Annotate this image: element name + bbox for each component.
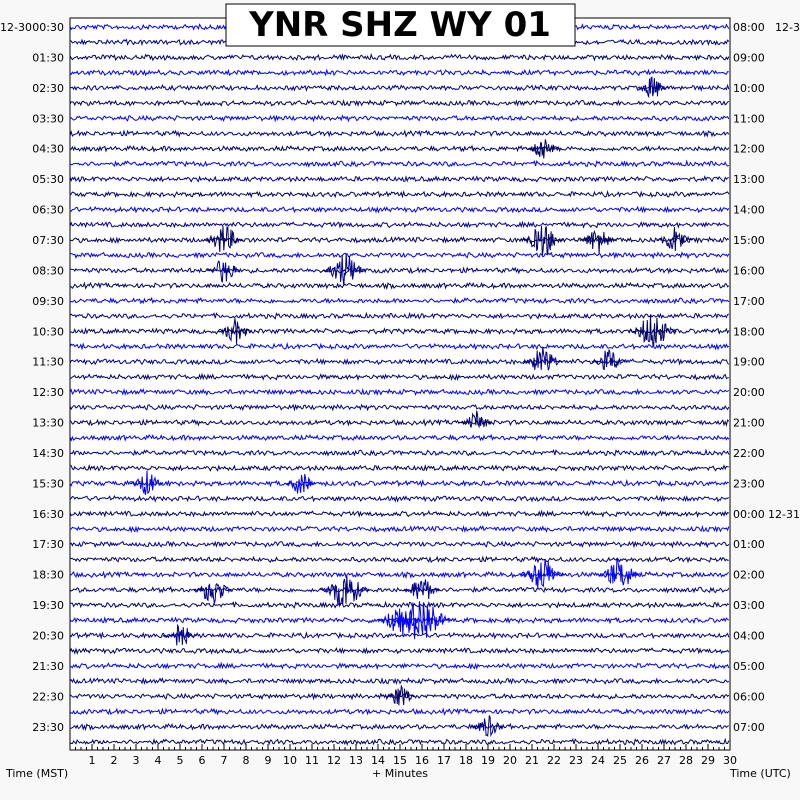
x-tick-label: 18 <box>459 754 473 767</box>
right-time-label: 16:00 <box>733 264 765 278</box>
left-time-label: 19:30 <box>32 599 64 613</box>
x-tick-label: 2 <box>110 754 118 767</box>
left-time-label: 04:30 <box>32 142 64 156</box>
x-tick-label: 26 <box>635 754 649 767</box>
x-tick-label: 8 <box>242 754 250 767</box>
x-tick-label: 23 <box>569 754 583 767</box>
left-time-label: 06:30 <box>32 203 64 217</box>
left-time-label: 08:30 <box>32 264 64 278</box>
left-time-label: 18:30 <box>32 568 64 582</box>
x-tick-label: 29 <box>701 754 715 767</box>
left-time-label: 21:30 <box>32 659 64 673</box>
x-tick-label: 12 <box>327 754 341 767</box>
x-tick-label: 13 <box>349 754 363 767</box>
left-time-label: 09:30 <box>32 294 64 308</box>
left-time-label: 17:30 <box>32 538 64 552</box>
right-time-label: 15:00 <box>733 234 765 247</box>
left-time-label: 11:30 <box>32 355 64 369</box>
left-time-label: 13:30 <box>32 416 64 430</box>
left-time-label: 03:30 <box>32 112 64 126</box>
x-tick-label: 11 <box>305 754 319 767</box>
x-tick-label: 19 <box>481 754 495 767</box>
plot-area <box>70 18 730 750</box>
right-time-label: 20:00 <box>733 386 765 400</box>
x-tick-label: 9 <box>264 754 272 767</box>
right-time-label: 00:00 <box>733 507 765 521</box>
x-tick-label: 1 <box>88 754 96 767</box>
x-tick-label: 10 <box>283 754 297 767</box>
right-date-label: 12-3 <box>775 21 800 34</box>
right-time-label: 14:00 <box>733 203 765 217</box>
right-time-label: 06:00 <box>733 690 765 704</box>
x-tick-label: 20 <box>503 754 517 767</box>
x-tick-label: 17 <box>437 754 451 767</box>
chart-title: YNR SHZ WY 01 <box>249 5 551 45</box>
x-tick-label: 3 <box>132 754 140 767</box>
right-time-label: 18:00 <box>733 325 765 339</box>
left-time-label: 10:30 <box>32 325 64 339</box>
x-axis-label: + Minutes <box>371 767 429 780</box>
x-tick-label: 21 <box>525 754 539 767</box>
x-tick-label: 22 <box>547 754 561 767</box>
right-time-label: 10:00 <box>733 81 765 95</box>
left-time-label: 02:30 <box>32 81 64 95</box>
right-time-label: 19:00 <box>733 355 765 369</box>
right-time-label: 12:00 <box>733 142 765 156</box>
right-time-label: 09:00 <box>733 51 765 65</box>
right-time-label: 13:00 <box>733 173 765 187</box>
x-tick-label: 15 <box>393 754 407 767</box>
right-time-label: 17:00 <box>733 294 765 308</box>
x-tick-label: 27 <box>657 754 671 767</box>
left-axis-label: Time (MST) <box>6 767 69 780</box>
right-axis-label: Time (UTC) <box>730 767 791 780</box>
left-time-label: 00:30 <box>32 21 64 34</box>
right-time-label: 07:00 <box>733 720 765 734</box>
left-time-label: 15:30 <box>32 477 64 491</box>
x-tick-label: 14 <box>371 754 385 767</box>
right-time-label: 05:00 <box>733 659 765 673</box>
x-tick-label: 4 <box>154 754 162 767</box>
x-tick-label: 30 <box>723 754 737 767</box>
left-time-label: 22:30 <box>32 690 64 704</box>
x-tick-label: 25 <box>613 754 627 767</box>
right-time-label: 11:00 <box>733 112 765 126</box>
left-time-label: 07:30 <box>32 234 64 247</box>
right-time-label: 03:00 <box>733 599 765 613</box>
x-tick-label: 24 <box>591 754 605 767</box>
right-time-label: 21:00 <box>733 416 765 430</box>
x-tick-label: 16 <box>415 754 429 767</box>
right-time-label: 04:00 <box>733 629 765 643</box>
left-time-label: 05:30 <box>32 173 64 187</box>
left-time-label: 01:30 <box>32 51 64 65</box>
left-date-label: 12-30 <box>0 21 32 34</box>
x-tick-label: 5 <box>176 754 184 767</box>
x-tick-label: 7 <box>220 754 228 767</box>
left-time-label: 12:30 <box>32 386 64 400</box>
left-time-label: 14:30 <box>32 447 64 460</box>
right-time-label: 02:00 <box>733 568 765 582</box>
left-time-label: 23:30 <box>32 720 64 734</box>
right-time-label: 08:00 <box>733 21 765 34</box>
right-time-label: 01:00 <box>733 538 765 552</box>
left-time-label: 16:30 <box>32 507 64 521</box>
left-time-label: 20:30 <box>32 629 64 643</box>
right-date-change-label: 12-31 <box>768 507 800 521</box>
right-time-label: 22:00 <box>733 447 765 460</box>
x-tick-label: 6 <box>198 754 206 767</box>
right-time-label: 23:00 <box>733 477 765 491</box>
x-tick-label: 28 <box>679 754 693 767</box>
